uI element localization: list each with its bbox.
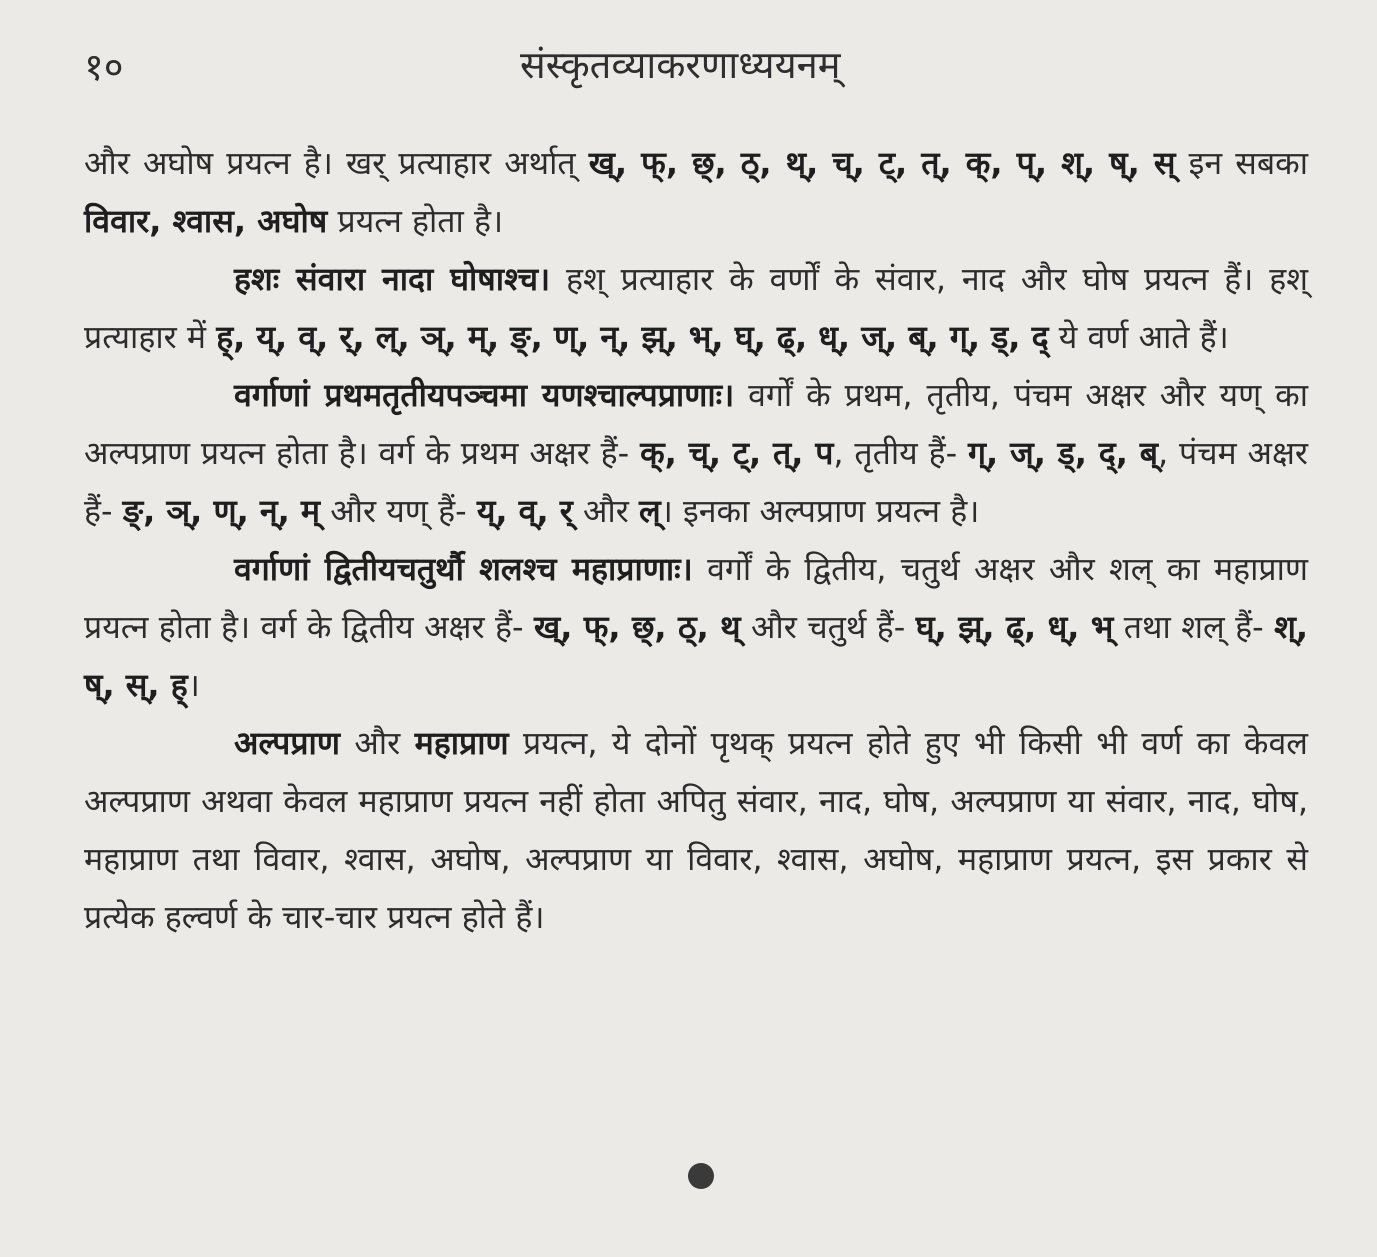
text-run: इन सबका bbox=[1175, 144, 1308, 182]
paragraph bbox=[84, 366, 1308, 540]
bold-term: य्, व्, र् bbox=[476, 492, 573, 530]
end-ornament-dot bbox=[688, 1163, 714, 1189]
text-run: । इनका अल्पप्राण प्रयत्न है। bbox=[660, 492, 980, 530]
bold-term: ङ्, ञ्, ण्, न्, म् bbox=[122, 492, 321, 530]
text-run: ये वर्ण आते हैं। bbox=[1048, 318, 1229, 356]
bold-term: वर्गाणां प्रथमतृतीयपञ्चमा यणश्चाल्पप्राणाः। bbox=[234, 376, 735, 414]
text-run: और bbox=[572, 492, 640, 530]
bold-term: ल् bbox=[639, 492, 661, 530]
bold-term: ख्, फ्, छ्, ठ्, थ्, च्, ट्, त्, क्, प्, श्, ष्, स् bbox=[588, 144, 1176, 182]
text-run: , पंचम अक्षर हैं- bbox=[84, 434, 1308, 530]
bold-term: घ्, झ्, ढ्, ध्, भ् bbox=[915, 608, 1114, 646]
paragraph bbox=[84, 250, 1308, 366]
paragraph bbox=[84, 714, 1308, 946]
text-run: , तृतीय हैं- bbox=[833, 434, 968, 472]
bold-term: विवार, श्वास, अघोष bbox=[84, 202, 328, 240]
text-run: और चतुर्थ हैं- bbox=[740, 608, 916, 646]
running-title: संस्कृतव्याकरणाध्ययनम् bbox=[520, 43, 841, 87]
body-text bbox=[84, 134, 1308, 946]
text-run: और यण् हैं- bbox=[320, 492, 477, 530]
paragraph bbox=[84, 134, 1308, 250]
bold-term: अल्पप्राण bbox=[234, 724, 340, 762]
text-run: तथा शल् हैं- bbox=[1113, 608, 1275, 646]
bold-term: क्, च्, ट्, त्, प bbox=[640, 434, 834, 472]
text-run: प्रयत्न, ये दोनों पृथक् प्रयत्न होते हुए भी किसी भी वर्ण का केवल अल्पप्राण अथवा केवल महाप्राण प्रयत्न नहीं होता अपितु संवार, नाद, घोष, अल्पप्राण या संवार, नाद, घोष, महाप्राण तथा विवार, श्वास, अघोष, अल्पप्राण या विवार, श्वास, अघोष, महाप्राण प्रयत्न, इस प्रकार से प्रत्येक हल्वर्ण के चार-चार प्रयत्न होते हैं। bbox=[84, 724, 1308, 936]
text-run: और bbox=[339, 724, 415, 762]
paragraph bbox=[84, 540, 1308, 714]
bold-term: ह्, य्, व्, र्, ल्, ञ्, म्, ङ्, ण्, न्, झ्, भ्, घ्, ढ्, ध्, ज्, ब्, ग्, ड्, द् bbox=[216, 318, 1049, 356]
text-run: प्रयत्न होता है। bbox=[327, 202, 504, 240]
bold-term: महाप्राण bbox=[414, 724, 509, 762]
text-run: वर्गों के द्वितीय, चतुर्थ अक्षर और शल् का महाप्राण प्रयत्न होता है। वर्ग के द्वितीय अक्षर हैं- bbox=[84, 550, 1308, 646]
text-run: हश् प्रत्याहार के वर्णों के संवार, नाद और घोष प्रयत्न हैं। हश् प्रत्याहार में bbox=[84, 260, 1308, 356]
bold-term: वर्गाणां द्वितीयचतुर्थौ शलश्च महाप्राणाः। bbox=[234, 550, 693, 588]
text-run: वर्गों के प्रथम, तृतीय, पंचम अक्षर और यण् का अल्पप्राण प्रयत्न होता है। वर्ग के प्रथम अक्षर हैं- bbox=[84, 376, 1308, 472]
bold-term: हशः संवारा नादा घोषाश्च। bbox=[234, 260, 551, 298]
bold-term: ख्, फ्, छ्, ठ्, थ् bbox=[534, 608, 741, 646]
bold-term: श्, ष्, स्, ह् bbox=[84, 608, 1309, 704]
page-number: १० bbox=[84, 45, 124, 89]
text-run: और अघोष प्रयत्न है। खर् प्रत्याहार अर्थात् bbox=[84, 144, 589, 182]
text-run: । bbox=[187, 666, 200, 704]
bold-term: ग्, ज्, ड्, द्, ब् bbox=[967, 434, 1158, 472]
